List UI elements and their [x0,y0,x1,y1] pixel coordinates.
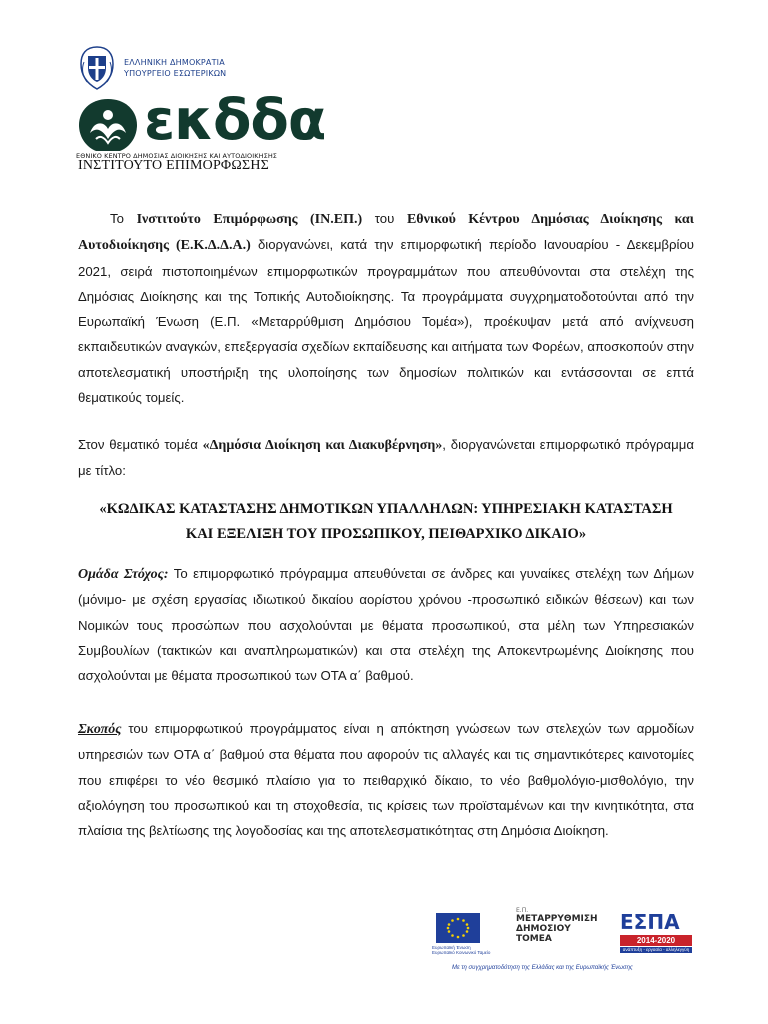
ekdda-tagline: ΕΘΝΙΚΟ ΚΕΝΤΡΟ ΔΗΜΟΣΙΑΣ ΔΙΟΙΚΗΣΗΣ ΚΑΙ ΑΥΤΟΔΙΟΙΚΗΣΗΣ [76,152,278,160]
sector-text-1: Στον θεματικό τομέα [78,437,203,452]
program-title-line-2: ΚΑΙ ΕΞΕΛΙΞΗ ΤΟΥ ΠΡΟΣΩΠΙΚΟΥ, ΠΕΙΘΑΡΧΙΚΟ ΔΙΚΑΙΟ» [185,526,587,542]
ekdda-wordmark: εκδδα [144,88,326,153]
eu-flag-icon [436,913,480,943]
ministry-line-1: ΕΛΛΗΝΙΚΗ ΔΗΜΟΚΡΑΤΙΑ [124,58,225,67]
ep-line-1: ΜΕΤΑΡΡΥΘΜΙΣΗ [516,914,598,924]
ministry-logo [76,44,226,92]
intro-text-2: του [362,211,407,226]
ministry-line-2: ΥΠΟΥΡΓΕΙΟ ΕΣΩΤΕΡΙΚΩΝ [124,69,227,78]
intro-institute-name: Ινστιτούτο Επιμόρφωσης (ΙΝ.ΕΠ.) [136,212,363,227]
ekdda-emblem-icon [76,95,140,157]
institute-heading: ΙΝΣΤΙΤΟΥΤΟ ΕΠΙΜΟΡΦΩΣΗΣ [78,158,269,173]
eu-label-line-1: Ευρωπαϊκή Ένωση [432,945,471,950]
intro-text-1: Το [110,211,137,226]
ep-line-3: ΤΟΜΕΑ [516,934,552,944]
espa-logo [620,911,692,953]
program-title [78,497,694,547]
purpose-label: Σκοπός [78,722,122,737]
purpose-paragraph [78,716,694,843]
program-title-line-1: «ΚΩΔΙΚΑΣ ΚΑΤΑΣΤΑΣΗΣ ΔΗΜΟΤΙΚΩΝ ΥΠΑΛΛΗΛΩΝ: ΥΠΗΡΕΣΙΑΚΗ ΚΑΤΑΣΤΑΣΗ [99,501,673,517]
greek-coat-of-arms-icon [76,44,118,92]
intro-center-name: Εθνικού Κέντρου Δημόσιας Διοίκησης και Αυτοδιοίκησης (Ε.Κ.Δ.Δ.Α.) [78,212,694,254]
funding-logos [430,905,702,975]
target-group-text: Το επιμορφωτικό πρόγραμμα απευθύνεται σε άνδρες και γυναίκες στελέχη των Δήμων (μόνιμο- με σχέση εργασίας ιδιωτικού δικαίου αορίστου χρόνου -προσωπικό ειδικών θέσεων) και των Νομικών τους προσώπων που ασχολούνται με θέματα προσωπικού, στα μέλη των Υπηρεσιακών Συμβουλίων (τακτικών και αναπληρωματικών) και στα στελέχη της Αποκεντρωμένης Διοίκησης που ασχολούνται με θέματα προσωπικού των ΟΤΑ α΄ βαθμού. [78,566,694,684]
eu-label-line-2: Ευρωπαϊκό Κοινωνικό Ταμείο [432,950,491,955]
cofunding-caption: Με τη συγχρηματοδότηση της Ελλάδας και της Ευρωπαϊκής Ένωσης [452,965,633,971]
sector-name: «Δημόσια Διοίκηση και Διακυβέρνηση» [202,438,443,453]
sector-paragraph [78,432,694,484]
eu-label [432,945,492,955]
espa-slogan: ανάπτυξη - εργασία - αλληλεγγύη [620,947,692,953]
espa-wordmark: ΕΣΠΑ [620,910,680,934]
intro-text-3: διοργανώνει, κατά την επιμορφωτική περίοδο Ιανουαρίου - Δεκεμβρίου 2021, σειρά πιστοποιημένων επιμορφωτικών προγραμμάτων που απευθύνονται στα στελέχη της Δημόσιας Διοίκησης και της Τοπικής Αυτοδιοίκησης. Τα προγράμματα συγχρηματοδοτούνται από την Ευρωπαϊκή Ένωση (Ε.Π. «Μεταρρύθμιση Δημόσιου Τομέα»), προέκυψαν μετά από ανίχνευση εκπαιδευτικών αναγκών, επεξεργασία σχεδίων εκπαίδευσης και αιτήματα των Φορέων, αποσκοπούν στην αποτελεσματική υποστήριξη της υλοποίησης των δημοσίων πολιτικών και εντάσσονται σε επτά θεματικούς τομείς. [78,237,694,406]
target-group-label: Ομάδα Στόχος: [78,567,169,582]
sector-text-2: , διοργανώνεται επιμορφωτικό πρόγραμμα με τίτλο: [78,437,694,479]
target-group-paragraph [78,561,694,688]
purpose-text: του επιμορφωτικού προγράμματος είναι η απόκτηση γνώσεων των στελεχών των αρμοδίων υπηρεσιών των ΟΤΑ α΄ βαθμού στα θέματα που αφορούν τις αλλαγές και τις σημαντικότερες καινοτομίες που επιφέρει το νέο θεσμικό πλαίσιο για το πειθαρχικό δίκαιο, το νέο βαθμολόγιο-μισθολόγιο, την αξιολόγηση του προσωπικού και τη στοχοθεσία, τις κρίσεις των προϊσταμένων και την κινητικότητα, στα πλαίσια της βελτίωσης της λογοδοσίας και της αποτελεσματικότητας στη Δημόσια Διοίκηση. [78,721,694,839]
ekdda-logo [74,88,326,165]
ep-line-2: ΔΗΜΟΣΙΟΥ [516,924,571,934]
intro-paragraph [78,206,694,410]
ep-label: Ε.Π. [516,907,529,914]
ep-reform-logo [516,907,598,944]
espa-years: 2014-2020 [620,935,692,946]
